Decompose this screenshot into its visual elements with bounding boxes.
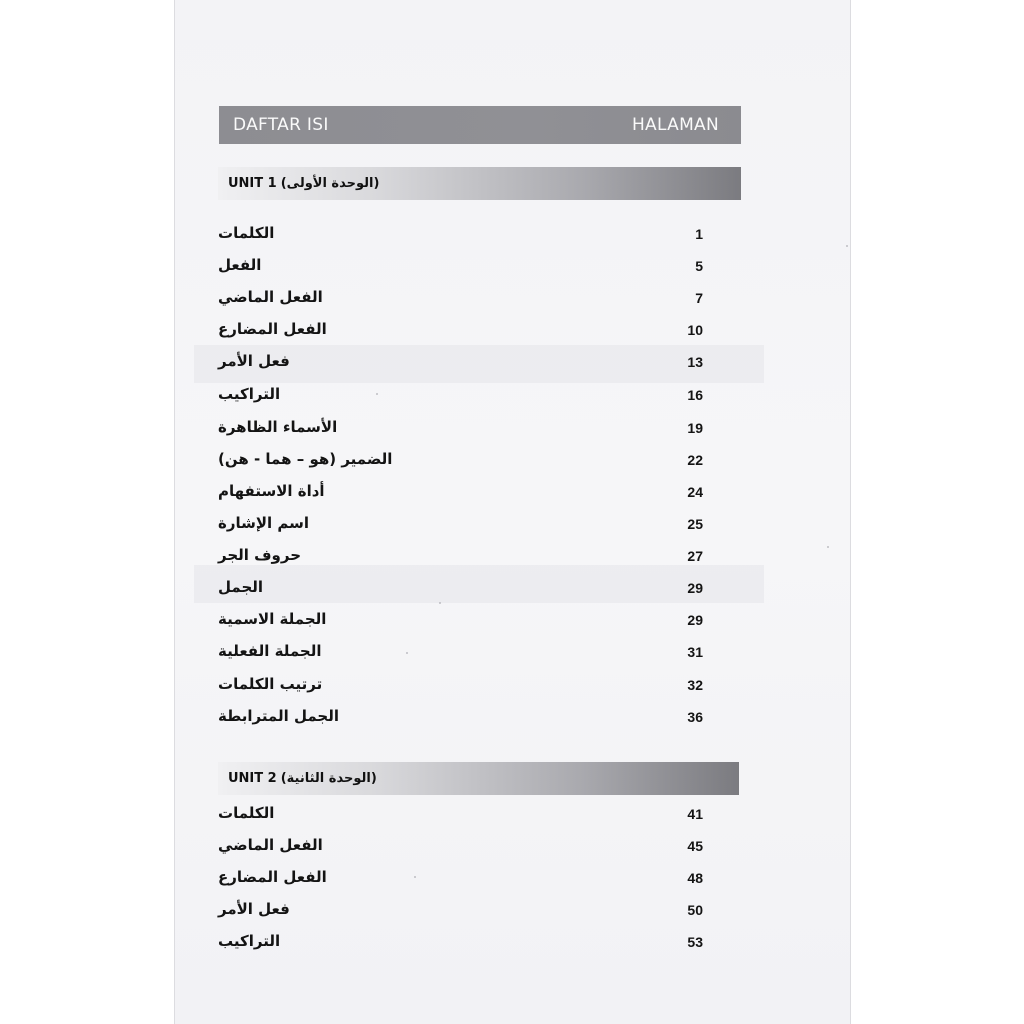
toc-entry-page: 5 bbox=[695, 258, 703, 274]
toc-entry bbox=[218, 804, 703, 828]
toc-entry bbox=[218, 288, 703, 312]
scan-background-left bbox=[0, 0, 174, 1024]
toc-entry-title: فعل الأمر bbox=[218, 900, 290, 918]
toc-header-bar bbox=[219, 106, 741, 144]
paper-speck bbox=[414, 876, 416, 878]
toc-entry bbox=[218, 224, 703, 248]
toc-entry-title: الجملة الفعلية bbox=[218, 642, 322, 660]
paper-speck bbox=[827, 546, 829, 548]
paper-speck bbox=[406, 652, 408, 654]
toc-entry-page: 10 bbox=[687, 322, 703, 338]
toc-entry-title: الفعل المضارع bbox=[218, 320, 327, 338]
toc-entry bbox=[218, 352, 703, 376]
toc-entry-title: الكلمات bbox=[218, 804, 275, 822]
toc-entry-title: حروف الجر bbox=[218, 546, 302, 564]
toc-entry-title: الفعل المضارع bbox=[218, 868, 327, 886]
toc-entry bbox=[218, 320, 703, 344]
toc-entry bbox=[218, 707, 703, 731]
toc-entry bbox=[218, 514, 703, 538]
toc-entry bbox=[218, 836, 703, 860]
toc-entry-page: 29 bbox=[687, 612, 703, 628]
toc-entry bbox=[218, 256, 703, 280]
toc-header-page-label: HALAMAN bbox=[631, 115, 719, 135]
toc-entry bbox=[218, 482, 703, 506]
toc-entry bbox=[218, 385, 703, 409]
toc-entry-page: 27 bbox=[687, 548, 703, 564]
unit-1-heading-bar bbox=[218, 167, 741, 200]
unit-1-heading-en: UNIT 1 bbox=[228, 176, 277, 191]
toc-entry-page: 41 bbox=[687, 806, 703, 822]
toc-entry-page: 29 bbox=[687, 580, 703, 596]
toc-entry-title: الضمير (هو – هما - هن) bbox=[218, 450, 393, 468]
toc-entry-page: 45 bbox=[687, 838, 703, 854]
toc-entry-page: 7 bbox=[695, 290, 703, 306]
toc-entry bbox=[218, 610, 703, 634]
toc-entry-title: الكلمات bbox=[218, 224, 275, 242]
toc-entry-page: 22 bbox=[687, 452, 703, 468]
toc-entry bbox=[218, 868, 703, 892]
paper-speck bbox=[439, 602, 441, 604]
unit-2-heading-ar: (الوحدة الثانية) bbox=[280, 771, 377, 786]
toc-entry-title: التراكيب bbox=[218, 385, 281, 403]
toc-entry bbox=[218, 418, 703, 442]
toc-entry-page: 31 bbox=[687, 644, 703, 660]
paper-speck bbox=[376, 393, 378, 395]
unit-2-heading-en: UNIT 2 bbox=[228, 771, 277, 786]
toc-entry-page: 1 bbox=[695, 226, 703, 242]
toc-entry-page: 25 bbox=[687, 516, 703, 532]
toc-entry-title: اسم الإشارة bbox=[218, 514, 310, 532]
toc-entry bbox=[218, 642, 703, 666]
toc-entry-title: فعل الأمر bbox=[218, 352, 290, 370]
toc-entry-page: 53 bbox=[687, 934, 703, 950]
toc-entry-page: 48 bbox=[687, 870, 703, 886]
toc-entry-title: ترتيب الكلمات bbox=[218, 675, 323, 693]
toc-entry-title: الجمل المترابطة bbox=[218, 707, 340, 725]
toc-entry-page: 16 bbox=[687, 387, 703, 403]
toc-entry-page: 24 bbox=[687, 484, 703, 500]
toc-entry-title: الجملة الاسمية bbox=[218, 610, 327, 628]
scan-background-right bbox=[851, 0, 1024, 1024]
unit-1-heading-ar: (الوحدة الأولى) bbox=[280, 176, 380, 191]
toc-entry bbox=[218, 546, 703, 570]
document-page bbox=[174, 0, 851, 1024]
toc-entry-title: الجمل bbox=[218, 578, 264, 596]
toc-entry bbox=[218, 932, 703, 956]
toc-entry-title: الفعل الماضي bbox=[218, 836, 323, 854]
unit-2-heading-bar bbox=[218, 762, 739, 795]
toc-entry-page: 13 bbox=[687, 354, 703, 370]
paper-speck bbox=[846, 245, 848, 247]
toc-entry bbox=[218, 578, 703, 602]
toc-entry-title: أداة الاستفهام bbox=[218, 482, 325, 500]
toc-entry-title: الفعل الماضي bbox=[218, 288, 323, 306]
toc-entry-page: 32 bbox=[687, 677, 703, 693]
toc-entry-title: التراكيب bbox=[218, 932, 281, 950]
toc-entry bbox=[218, 450, 703, 474]
toc-entry-page: 19 bbox=[687, 420, 703, 436]
toc-entry-page: 36 bbox=[687, 709, 703, 725]
toc-entry bbox=[218, 900, 703, 924]
toc-entry-title: الفعل bbox=[218, 256, 262, 274]
toc-header-title: DAFTAR ISI bbox=[233, 115, 329, 135]
toc-entry bbox=[218, 675, 703, 699]
toc-entry-page: 50 bbox=[687, 902, 703, 918]
toc-entry-title: الأسماء الظاهرة bbox=[218, 418, 338, 436]
